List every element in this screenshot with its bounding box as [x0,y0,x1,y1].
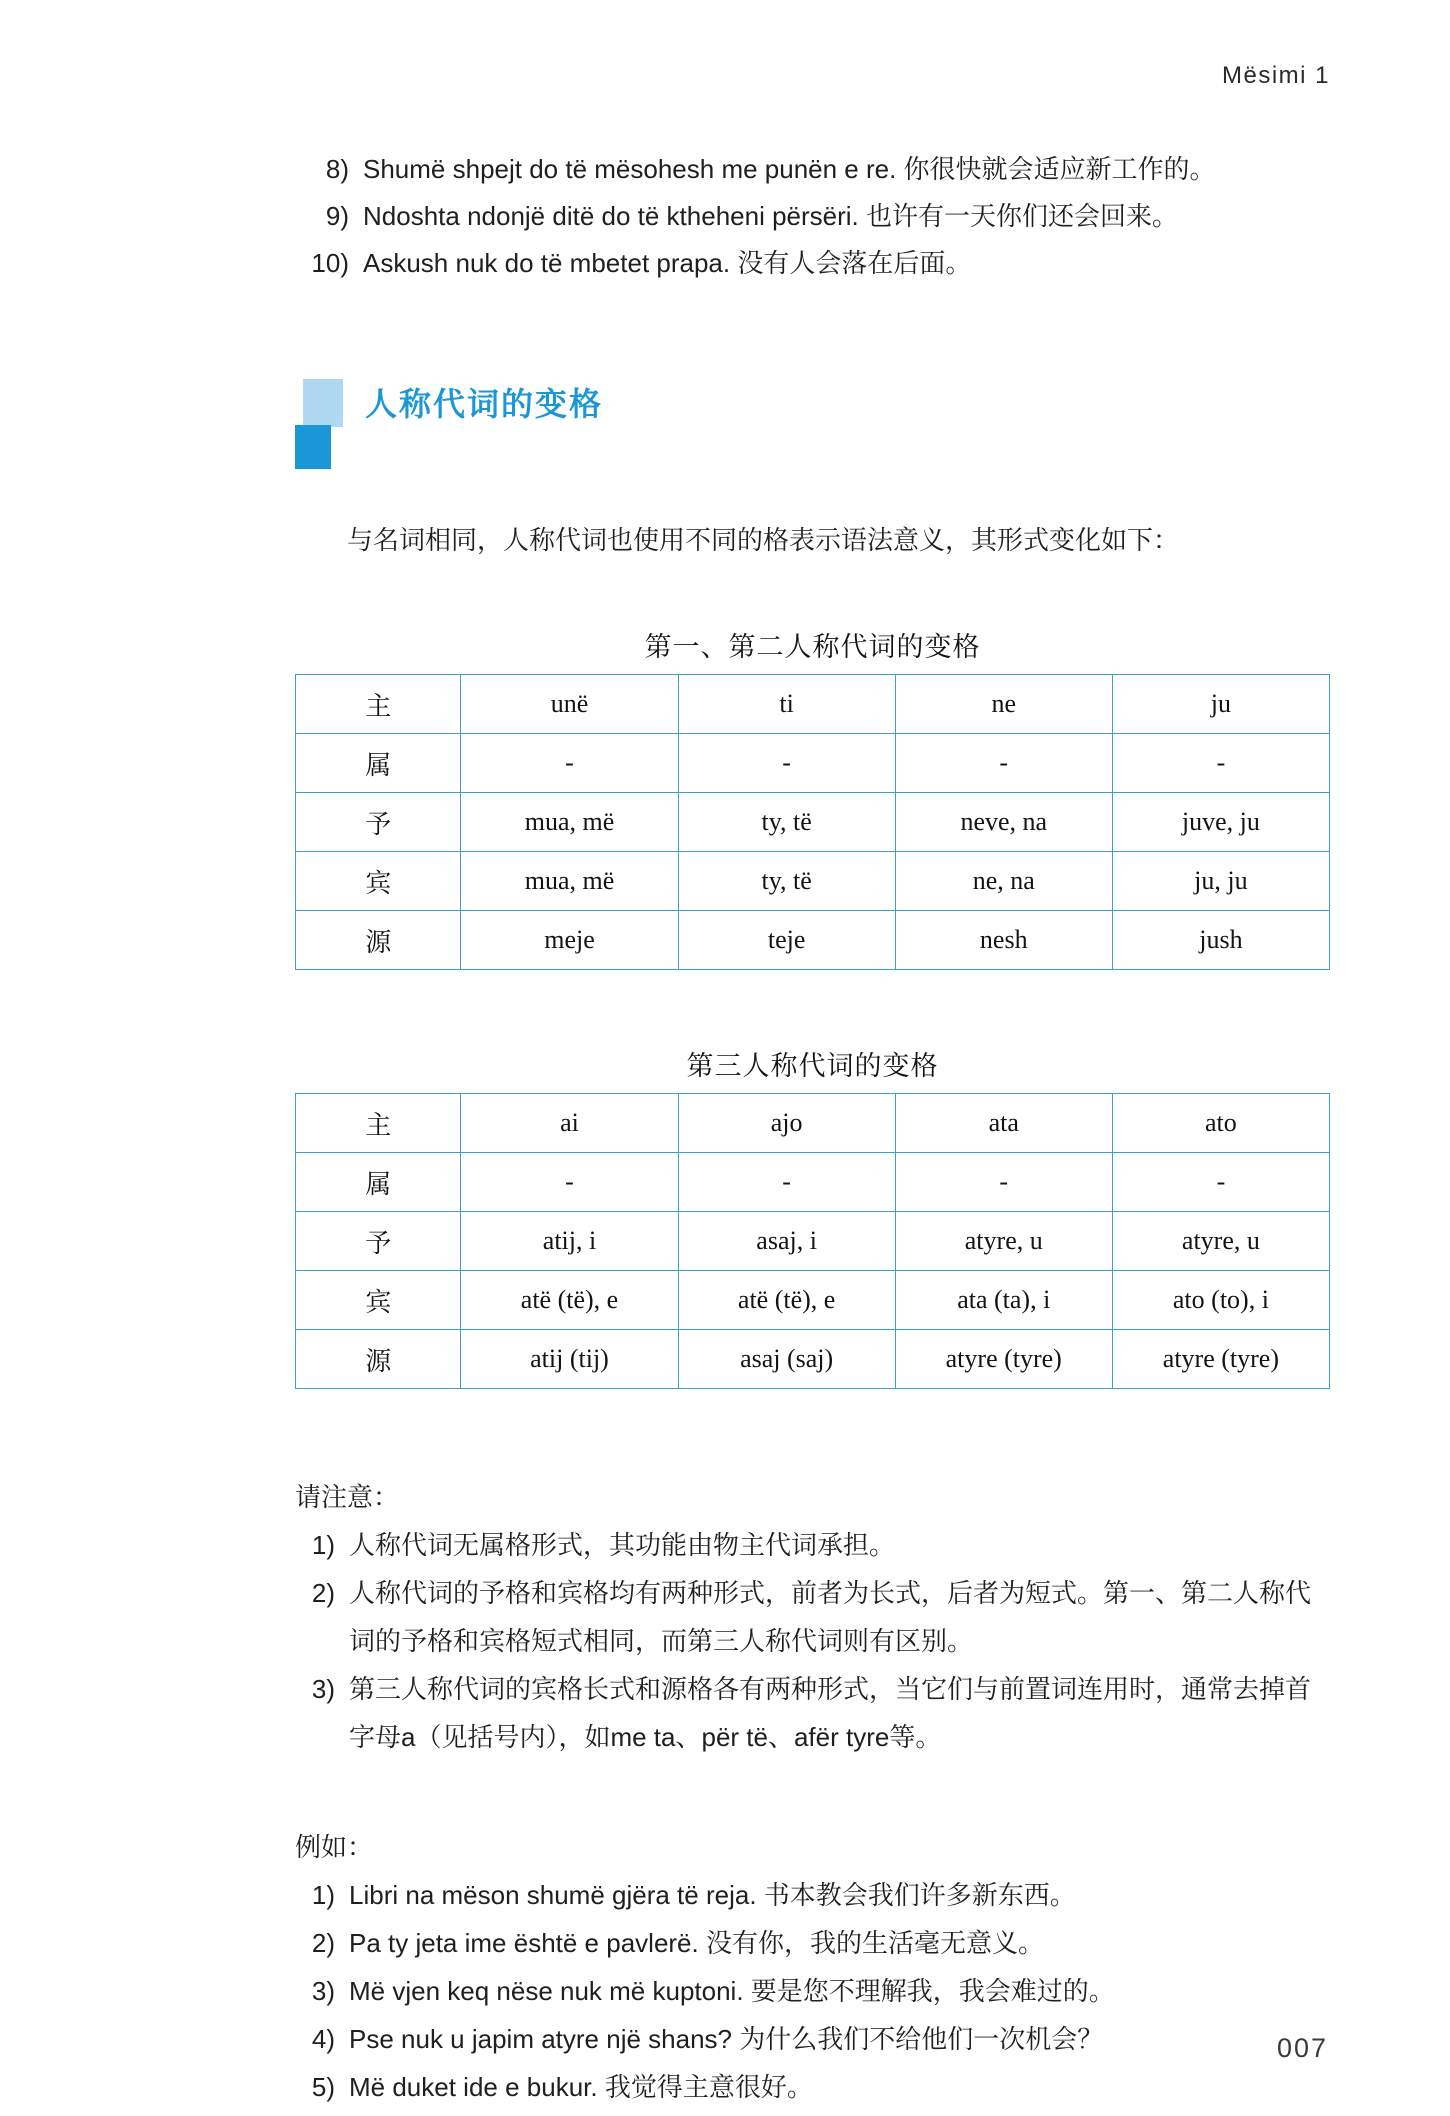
pronoun-form-cell: ne [895,675,1112,734]
list-item-text: Pa ty jeta ime është e pavlerë. 没有你，我的生活毫无意义。 [349,1928,1044,1958]
running-head: Mësimi 1 [1221,62,1330,89]
declension-table-2 [295,1093,1330,1389]
notes-section [295,1473,1330,1761]
pronoun-form-cell: atyre, u [1112,1212,1329,1271]
pronoun-form-cell: atyre (tyre) [1112,1330,1329,1389]
pronoun-form-cell: - [1112,1153,1329,1212]
list-item [295,146,1330,193]
list-item [295,1665,1330,1761]
table-row [296,1212,1330,1271]
table-row [296,1153,1330,1212]
pronoun-form-cell: ata [895,1094,1112,1153]
list-item [295,1919,1330,1967]
pronoun-form-cell: - [461,734,678,793]
list-item-text: Askush nuk do të mbetet prapa. 没有人会落在后面。 [363,248,972,278]
table-1-title: 第一、第二人称代词的变格 [644,632,981,662]
pronoun-form-cell: atij (tij) [461,1330,678,1389]
declension-table-1 [295,674,1330,970]
pronoun-form-cell: jush [1112,911,1329,970]
list-item-number: 4) [311,2024,335,2054]
list-item [295,2063,1330,2111]
pronoun-form-cell: ata (ta), i [895,1271,1112,1330]
pronoun-form-cell: - [895,1153,1112,1212]
pronoun-form-cell: asaj (saj) [678,1330,895,1389]
list-item [295,1871,1330,1919]
marker-dark-square [295,425,331,469]
list-item-number: 3) [311,1976,335,2006]
pronoun-form-cell: atë (të), e [678,1271,895,1330]
list-item-number: 1) [311,1530,335,1560]
page-content [0,62,1450,2111]
pronoun-form-cell: ai [461,1094,678,1153]
list-item-text: Libri na mëson shumë gjëra të reja. 书本教会我们许多新东西。 [349,1880,1076,1910]
list-item [295,193,1330,240]
sentence-list-top [295,146,1330,287]
examples-list [295,1871,1330,2111]
pronoun-form-cell: ato [1112,1094,1329,1153]
table-2-title: 第三人称代词的变格 [686,1051,939,1081]
table-row [296,793,1330,852]
list-item-number: 9) [325,201,349,231]
pronoun-form-cell: - [678,734,895,793]
section-heading [295,379,1330,471]
pronoun-form-cell: neve, na [895,793,1112,852]
pronoun-form-cell: juve, ju [1112,793,1329,852]
pronoun-form-cell: - [461,1153,678,1212]
notes-label: 请注意： [295,1482,400,1512]
list-item [295,1521,1330,1569]
list-item-number: 5) [311,2072,335,2102]
case-label-cell: 属 [296,1153,461,1212]
notes-list [295,1521,1330,1761]
section-title: 人称代词的变格 [365,386,604,422]
section-intro-paragraph: 与名词相同，人称代词也使用不同的格表示语法意义，其形式变化如下： [347,525,1180,555]
list-item-number: 8) [325,154,349,184]
list-item [295,1967,1330,2015]
list-item [295,240,1330,287]
declension-table-block-2 [295,1044,1330,1389]
pronoun-form-cell: ty, të [678,852,895,911]
list-item-number: 1) [311,1880,335,1910]
pronoun-form-cell: mua, më [461,852,678,911]
pronoun-form-cell: - [895,734,1112,793]
pronoun-form-cell: atë (të), e [461,1271,678,1330]
list-item-text: Më duket ide e bukur. 我觉得主意很好。 [349,2072,813,2102]
list-item-text: Pse nuk u japim atyre një shans? 为什么我们不给他们一次机会？ [349,2024,1104,2054]
pronoun-form-cell: - [678,1153,895,1212]
pronoun-form-cell: meje [461,911,678,970]
list-item-number: 2) [311,1578,335,1608]
table-row [296,852,1330,911]
case-label-cell: 主 [296,675,461,734]
pronoun-form-cell: teje [678,911,895,970]
section-marker-icon [295,379,343,471]
pronoun-form-cell: asaj, i [678,1212,895,1271]
page-number: 007 [1276,2033,1328,2063]
table-row [296,1330,1330,1389]
pronoun-form-cell: ne, na [895,852,1112,911]
case-label-cell: 予 [296,793,461,852]
list-item-text: 第三人称代词的宾格长式和源格各有两种形式，当它们与前置词连用时，通常去掉首字母a（见括号内），如me ta、për të、afër tyre等。 [349,1674,1312,1752]
marker-light-square [303,379,343,427]
list-item [295,2015,1330,2063]
pronoun-form-cell: atyre (tyre) [895,1330,1112,1389]
examples-section [295,1823,1330,2111]
pronoun-form-cell: ju, ju [1112,852,1329,911]
case-label-cell: 主 [296,1094,461,1153]
list-item [295,1569,1330,1665]
case-label-cell: 宾 [296,852,461,911]
list-item-text: 人称代词无属格形式，其功能由物主代词承担。 [349,1530,896,1560]
case-label-cell: 属 [296,734,461,793]
table-row [296,675,1330,734]
pronoun-form-cell: ajo [678,1094,895,1153]
pronoun-form-cell: mua, më [461,793,678,852]
pronoun-form-cell: atyre, u [895,1212,1112,1271]
list-item-text: Më vjen keq nëse nuk më kuptoni. 要是您不理解我，我会难过的。 [349,1976,1115,2006]
table-row [296,1094,1330,1153]
table-row [296,1271,1330,1330]
book-page [0,62,1450,2116]
case-label-cell: 予 [296,1212,461,1271]
pronoun-form-cell: nesh [895,911,1112,970]
pronoun-form-cell: ju [1112,675,1329,734]
pronoun-form-cell: ty, të [678,793,895,852]
pronoun-form-cell: ato (to), i [1112,1271,1329,1330]
declension-table-block-1 [295,625,1330,970]
list-item-text: Ndoshta ndonjë ditë do të ktheheni përsëri. 也许有一天你们还会回来。 [363,201,1179,231]
examples-label: 例如： [295,1832,374,1862]
pronoun-form-cell: ti [678,675,895,734]
list-item-text: Shumë shpejt do të mësohesh me punën e re. 你很快就会适应新工作的。 [363,154,1216,184]
case-label-cell: 宾 [296,1271,461,1330]
case-label-cell: 源 [296,1330,461,1389]
list-item-text: 人称代词的予格和宾格均有两种形式，前者为长式，后者为短式。第一、第二人称代词的予格和宾格短式相同，而第三人称代词则有区别。 [349,1578,1312,1656]
list-item-number: 2) [311,1928,335,1958]
list-item-number: 10) [311,248,349,278]
pronoun-form-cell: unë [461,675,678,734]
list-item-number: 3) [311,1674,335,1704]
table-row [296,734,1330,793]
table-row [296,911,1330,970]
pronoun-form-cell: atij, i [461,1212,678,1271]
pronoun-form-cell: - [1112,734,1329,793]
case-label-cell: 源 [296,911,461,970]
